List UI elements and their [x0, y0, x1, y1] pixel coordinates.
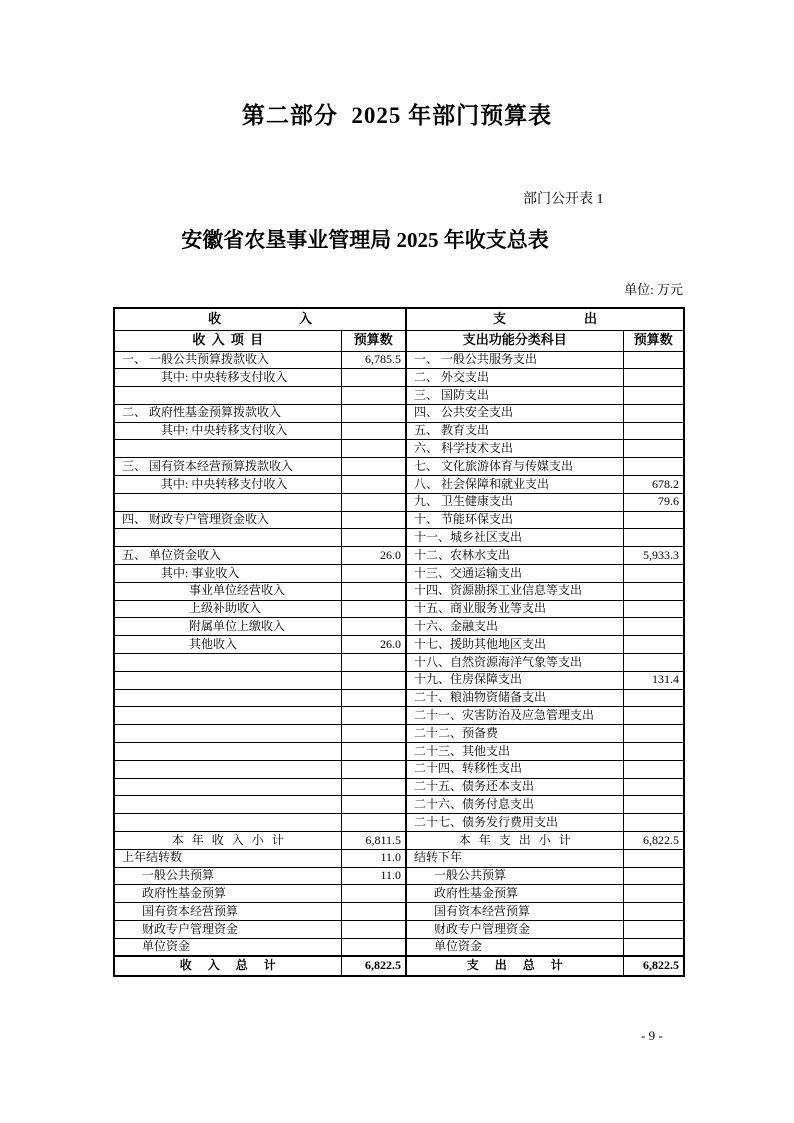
income-item-cell	[114, 725, 341, 743]
income-value-cell	[341, 476, 406, 494]
col-header-income-budget: 预算数	[341, 330, 406, 351]
income-item-cell: 政府性基金预算	[114, 885, 341, 903]
table-row	[114, 369, 684, 387]
income-value-cell	[341, 582, 406, 600]
income-item-cell: 单位资金	[114, 938, 341, 956]
table-row	[114, 921, 684, 939]
expense-item-cell: 十九、住房保障支出	[406, 671, 623, 689]
expense-value-cell	[623, 618, 684, 636]
page-number: - 9 -	[641, 1028, 663, 1043]
income-item-cell: 国有资本经营预算	[114, 903, 341, 921]
income-value-cell	[341, 903, 406, 921]
income-item-cell	[114, 493, 341, 511]
table-row	[114, 903, 684, 921]
expense-value-cell	[623, 743, 684, 761]
expense-value-cell	[623, 440, 684, 458]
income-group-header: 收 入	[114, 308, 406, 330]
total-row	[114, 956, 684, 976]
unit-label: 单位: 万元	[624, 282, 683, 297]
income-value-cell: 6,785.5	[341, 351, 406, 369]
expense-value-cell: 79.6	[623, 493, 684, 511]
col-header-income-item: 收 入 项 目	[114, 330, 341, 351]
expense-item-cell: 财政专户管理资金	[406, 921, 623, 939]
table-row	[114, 725, 684, 743]
income-value-cell: 6,811.5	[341, 832, 406, 850]
table-row	[114, 796, 684, 814]
income-item-cell	[114, 707, 341, 725]
expense-value-cell	[623, 404, 684, 422]
expense-item-cell: 十六、金融支出	[406, 618, 623, 636]
table-row	[114, 832, 684, 850]
expense-item-cell: 六、 科学技术支出	[406, 440, 623, 458]
table-row	[114, 387, 684, 405]
expense-group-header: 支 出	[406, 308, 684, 330]
income-item-cell	[114, 529, 341, 547]
income-item-cell: 事业单位经营收入	[114, 582, 341, 600]
budget-table-body	[114, 351, 684, 976]
expense-value-cell	[623, 814, 684, 832]
table-row	[114, 867, 684, 885]
expense-item-cell: 一般公共预算	[406, 867, 623, 885]
table-row	[114, 814, 684, 832]
table-row	[114, 849, 684, 867]
expense-item-cell: 五、 教育支出	[406, 422, 623, 440]
table-row	[114, 458, 684, 476]
table-row	[114, 404, 684, 422]
income-item-cell	[114, 387, 341, 405]
income-item-cell	[114, 743, 341, 761]
table-row	[114, 529, 684, 547]
table-title: 安徽省农垦事业管理局 2025 年收支总表	[181, 228, 549, 252]
income-value-cell	[341, 725, 406, 743]
income-value-cell	[341, 511, 406, 529]
table-row	[114, 654, 684, 672]
expense-value-cell: 131.4	[623, 671, 684, 689]
expense-value-cell: 5,933.3	[623, 547, 684, 565]
income-value-cell	[341, 707, 406, 725]
table-row	[114, 440, 684, 458]
expense-value-cell	[623, 796, 684, 814]
table-row	[114, 618, 684, 636]
expense-value-cell	[623, 760, 684, 778]
expense-item-cell: 四、 公共安全支出	[406, 404, 623, 422]
expense-item-cell: 七、 文化旅游体育与传媒支出	[406, 458, 623, 476]
income-item-cell: 四、 财政专户管理资金收入	[114, 511, 341, 529]
income-value-cell: 11.0	[341, 849, 406, 867]
income-item-cell	[114, 796, 341, 814]
income-value-cell	[341, 387, 406, 405]
expense-item-cell: 单位资金	[406, 938, 623, 956]
table-row	[114, 422, 684, 440]
income-value-cell	[341, 369, 406, 387]
expense-item-cell: 九、 卫生健康支出	[406, 493, 623, 511]
income-value-cell	[341, 565, 406, 583]
income-item-cell	[114, 654, 341, 672]
income-value-cell: 6,822.5	[341, 956, 406, 976]
income-item-cell	[114, 671, 341, 689]
expense-item-cell: 十七、援助其他地区支出	[406, 636, 623, 654]
income-item-cell: 其他收入	[114, 636, 341, 654]
income-value-cell	[341, 760, 406, 778]
income-item-cell: 二、 政府性基金预算拨款收入	[114, 404, 341, 422]
income-item-cell: 收 入 总 计	[114, 956, 341, 976]
income-item-cell: 附属单位上缴收入	[114, 618, 341, 636]
income-value-cell	[341, 404, 406, 422]
income-value-cell	[341, 458, 406, 476]
income-item-cell: 其中: 中央转移支付收入	[114, 422, 341, 440]
income-value-cell	[341, 618, 406, 636]
income-value-cell: 26.0	[341, 636, 406, 654]
income-value-cell: 26.0	[341, 547, 406, 565]
expense-value-cell	[623, 921, 684, 939]
expense-value-cell	[623, 885, 684, 903]
expense-item-cell: 十一、城乡社区支出	[406, 529, 623, 547]
income-value-cell	[341, 743, 406, 761]
income-value-cell	[341, 493, 406, 511]
income-item-cell	[114, 778, 341, 796]
income-item-cell: 本 年 收 入 小 计	[114, 832, 341, 850]
expense-item-cell: 支 出 总 计	[406, 956, 623, 976]
income-value-cell	[341, 689, 406, 707]
table-row	[114, 547, 684, 565]
expense-item-cell: 二十七、债务发行费用支出	[406, 814, 623, 832]
table-row	[114, 351, 684, 369]
income-value-cell: 11.0	[341, 867, 406, 885]
table-label: 部门公开表 1	[523, 192, 604, 207]
main-title: 第二部分 2025 年部门预算表	[241, 103, 553, 128]
income-value-cell	[341, 796, 406, 814]
budget-table	[113, 307, 685, 977]
expense-item-cell: 十、 节能环保支出	[406, 511, 623, 529]
table-row	[114, 565, 684, 583]
col-header-expense-item: 支出功能分类科目	[406, 330, 623, 351]
expense-value-cell	[623, 849, 684, 867]
expense-item-cell: 八、 社会保障和就业支出	[406, 476, 623, 494]
expense-value-cell	[623, 778, 684, 796]
expense-value-cell	[623, 565, 684, 583]
expense-value-cell	[623, 511, 684, 529]
expense-item-cell: 二十五、债务还本支出	[406, 778, 623, 796]
income-value-cell	[341, 654, 406, 672]
expense-value-cell	[623, 654, 684, 672]
table-row	[114, 938, 684, 956]
table-row	[114, 760, 684, 778]
expense-item-cell: 国有资本经营预算	[406, 903, 623, 921]
income-item-cell: 其中: 中央转移支付收入	[114, 476, 341, 494]
expense-value-cell	[623, 689, 684, 707]
expense-value-cell: 6,822.5	[623, 832, 684, 850]
column-header-row	[114, 330, 684, 351]
income-value-cell	[341, 814, 406, 832]
income-item-cell	[114, 689, 341, 707]
expense-item-cell: 二十一、灾害防治及应急管理支出	[406, 707, 623, 725]
expense-item-cell: 政府性基金预算	[406, 885, 623, 903]
expense-value-cell	[623, 938, 684, 956]
income-item-cell	[114, 760, 341, 778]
income-item-cell: 一、 一般公共预算拨款收入	[114, 351, 341, 369]
expense-item-cell: 二十三、其他支出	[406, 743, 623, 761]
income-value-cell	[341, 422, 406, 440]
table-row	[114, 582, 684, 600]
group-header-row	[114, 308, 684, 330]
expense-value-cell: 678.2	[623, 476, 684, 494]
income-item-cell	[114, 440, 341, 458]
income-value-cell	[341, 885, 406, 903]
expense-value-cell: 6,822.5	[623, 956, 684, 976]
expense-value-cell	[623, 422, 684, 440]
expense-value-cell	[623, 600, 684, 618]
table-row	[114, 636, 684, 654]
table-row	[114, 493, 684, 511]
table-row	[114, 671, 684, 689]
expense-value-cell	[623, 351, 684, 369]
income-item-cell	[114, 814, 341, 832]
expense-value-cell	[623, 636, 684, 654]
income-value-cell	[341, 529, 406, 547]
table-row	[114, 689, 684, 707]
table-row	[114, 743, 684, 761]
table-row	[114, 885, 684, 903]
expense-value-cell	[623, 458, 684, 476]
income-value-cell	[341, 600, 406, 618]
expense-item-cell: 十二、农林水支出	[406, 547, 623, 565]
income-value-cell	[341, 938, 406, 956]
income-value-cell	[341, 778, 406, 796]
expense-value-cell	[623, 582, 684, 600]
expense-item-cell: 结转下年	[406, 849, 623, 867]
income-item-cell: 其中: 中央转移支付收入	[114, 369, 341, 387]
expense-value-cell	[623, 387, 684, 405]
income-item-cell: 三、 国有资本经营预算拨款收入	[114, 458, 341, 476]
expense-value-cell	[623, 903, 684, 921]
income-item-cell: 五、 单位资金收入	[114, 547, 341, 565]
expense-value-cell	[623, 529, 684, 547]
income-item-cell: 财政专户管理资金	[114, 921, 341, 939]
expense-item-cell: 三、 国防支出	[406, 387, 623, 405]
table-row	[114, 511, 684, 529]
expense-item-cell: 二十、粮油物资储备支出	[406, 689, 623, 707]
expense-item-cell: 二、 外交支出	[406, 369, 623, 387]
expense-value-cell	[623, 725, 684, 743]
table-row	[114, 707, 684, 725]
expense-item-cell: 本 年 支 出 小 计	[406, 832, 623, 850]
table-row	[114, 600, 684, 618]
expense-item-cell: 二十四、转移性支出	[406, 760, 623, 778]
expense-item-cell: 十三、交通运输支出	[406, 565, 623, 583]
expense-item-cell: 十八、自然资源海洋气象等支出	[406, 654, 623, 672]
table-row	[114, 778, 684, 796]
expense-item-cell: 一、 一般公共服务支出	[406, 351, 623, 369]
income-item-cell: 上年结转数	[114, 849, 341, 867]
col-header-expense-budget: 预算数	[623, 330, 684, 351]
expense-value-cell	[623, 369, 684, 387]
income-item-cell: 上级补助收入	[114, 600, 341, 618]
expense-item-cell: 十五、商业服务业等支出	[406, 600, 623, 618]
income-item-cell: 其中: 事业收入	[114, 565, 341, 583]
income-item-cell: 一般公共预算	[114, 867, 341, 885]
income-value-cell	[341, 671, 406, 689]
income-value-cell	[341, 440, 406, 458]
expense-value-cell	[623, 867, 684, 885]
expense-item-cell: 二十二、预备费	[406, 725, 623, 743]
income-value-cell	[341, 921, 406, 939]
expense-item-cell: 十四、资源勘探工业信息等支出	[406, 582, 623, 600]
expense-item-cell: 二十六、债务付息支出	[406, 796, 623, 814]
table-row	[114, 476, 684, 494]
expense-value-cell	[623, 707, 684, 725]
